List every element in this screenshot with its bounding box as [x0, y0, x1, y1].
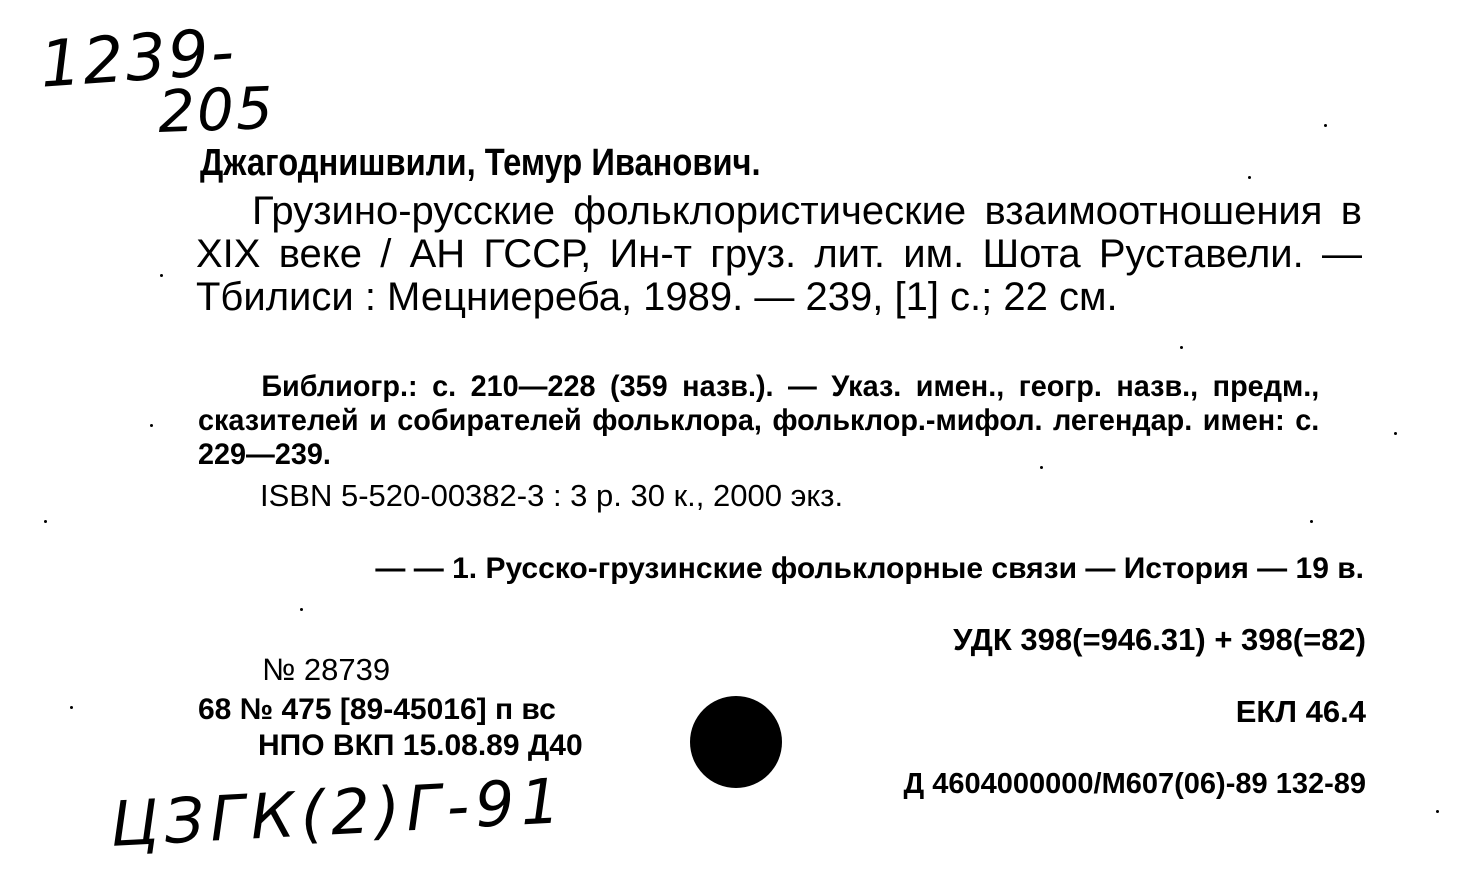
author-heading: Джагоднишвили, Темур Иванович.: [200, 142, 761, 184]
handwritten-classification-mark: ЦЗГК(2)Г-91: [108, 764, 568, 861]
scan-speck: [1310, 520, 1313, 523]
scan-speck: [1324, 124, 1327, 127]
scan-speck: [300, 608, 303, 611]
scan-speck: [150, 424, 153, 427]
press-number: № 28739: [262, 652, 391, 687]
scan-speck: [1040, 466, 1043, 469]
title-description: Грузино-русские фольклористические взаимоотношения в XIX веке / АН ГССР, Ин-т груз. лит. им. Шота Руставели. — Тбилиси : Мецниереба, 1989. — 239, [1] с.; 22 см.: [196, 189, 1362, 319]
bibliography-notes: Библиогр.: с. 210—228 (359 назв.). — Указ. имен., геогр. назв., предм., сказителей и собирателей фольклора, фольклор.-мифол. легендар. имен: с. 229—239.: [198, 370, 1320, 471]
scan-speck: [160, 274, 163, 277]
scan-speck: [1436, 810, 1439, 813]
print-info: [198, 692, 583, 764]
udk-code: УДК 398(=946.31) + 398(=82): [953, 622, 1366, 657]
handwritten-shelf-mark-line2: 205: [156, 73, 276, 147]
ekl-code: ЕКЛ 46.4: [1235, 694, 1366, 729]
subject-heading: — — 1. Русско-грузинские фольклорные связи — История — 19 в.: [375, 552, 1364, 585]
punch-hole: [690, 696, 782, 788]
print-info-line2: НПО ВКП 15.08.89 Д40: [258, 729, 583, 762]
d-code: Д 4604000000/М607(06)-89 132-89: [903, 768, 1366, 800]
scan-speck: [1248, 176, 1251, 179]
scan-speck: [1180, 346, 1183, 349]
isbn-line: ISBN 5-520-00382-3 : 3 р. 30 к., 2000 экз.: [260, 478, 844, 513]
scan-speck: [70, 706, 73, 709]
scan-speck: [44, 520, 47, 523]
handwritten-shelf-mark-line1: 1239-: [37, 15, 239, 103]
scan-speck: [1394, 432, 1397, 435]
print-info-line1: 68 № 475 [89-45016] п вс: [198, 693, 556, 726]
